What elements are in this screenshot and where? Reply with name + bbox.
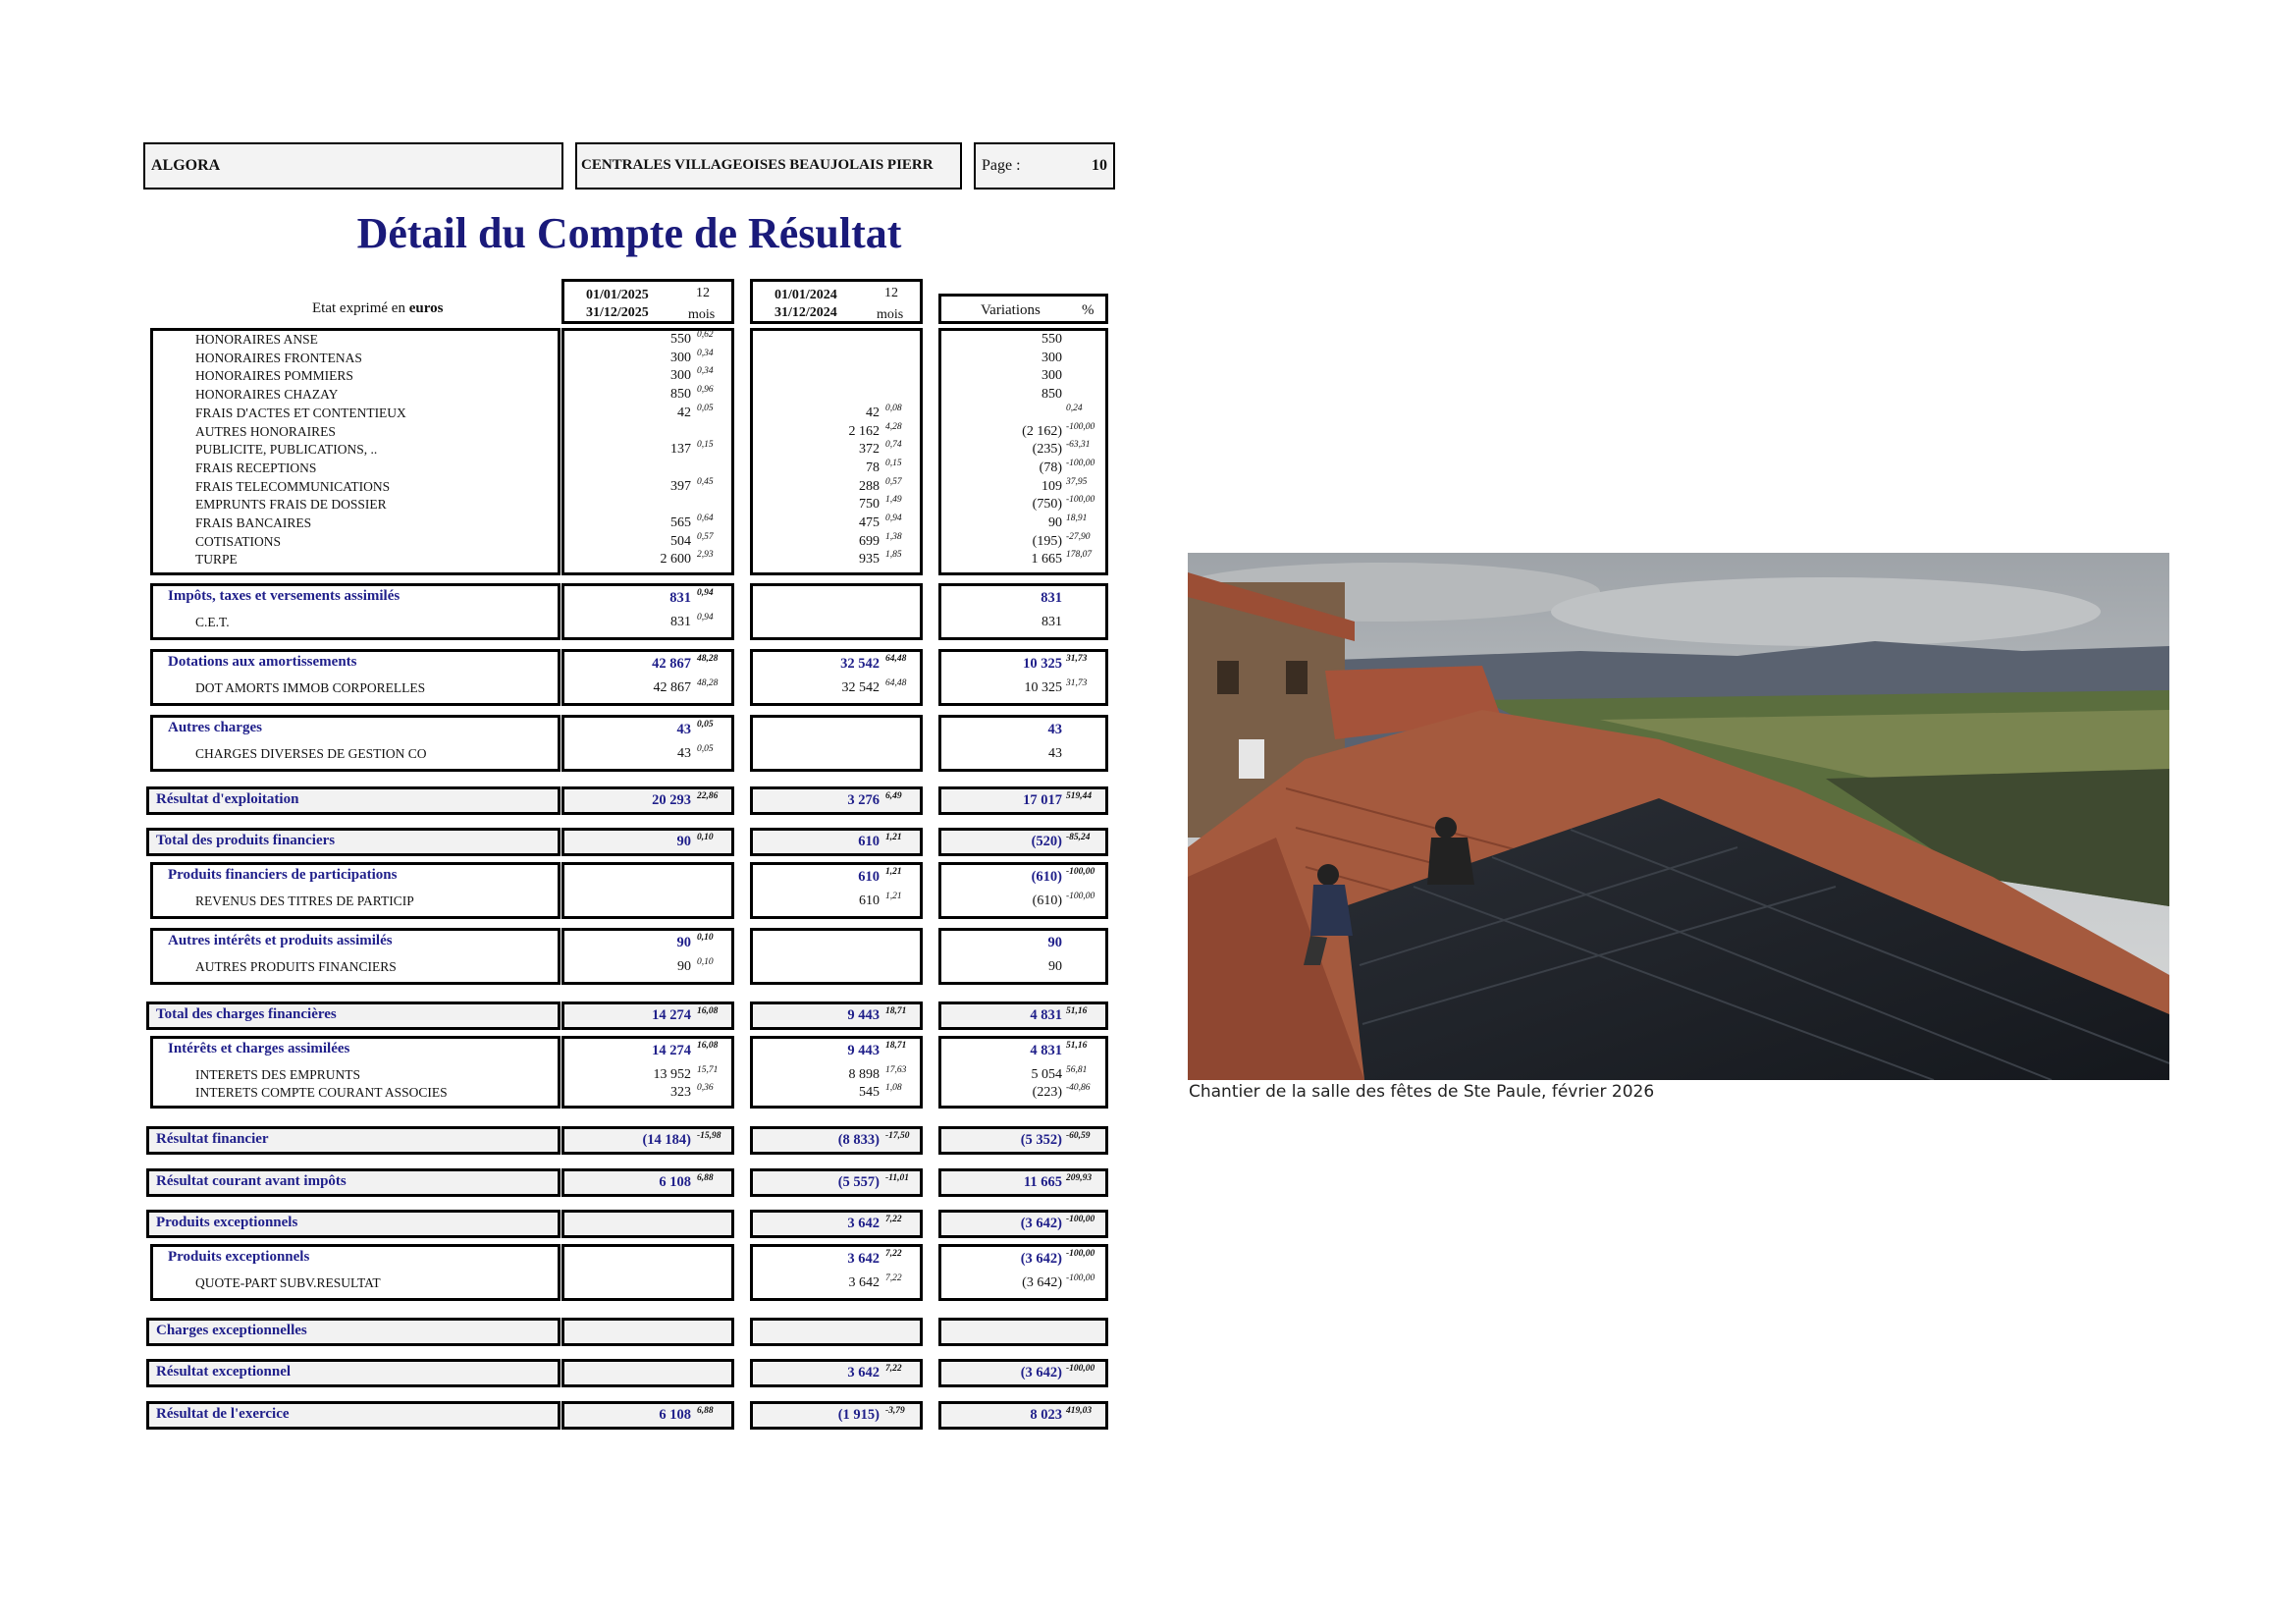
previous-value: 750 <box>859 497 880 513</box>
variation-pct: 419,03 <box>1066 1406 1093 1416</box>
previous-value: 3 642 <box>848 1275 880 1290</box>
previous-pct: 6,49 <box>885 791 902 801</box>
current-pct: 0,34 <box>697 366 714 377</box>
variation-pct: 209,93 <box>1066 1173 1093 1183</box>
previous-value: 475 <box>859 515 880 530</box>
company-name: ALGORA <box>151 157 221 174</box>
variation-value: 300 <box>1041 368 1062 384</box>
page-box <box>974 142 1115 189</box>
detail-row-label: TURPE <box>195 552 238 568</box>
previous-pct: 1,21 <box>885 892 902 901</box>
previous-value: 699 <box>859 533 880 549</box>
current-value: 42 867 <box>653 680 691 695</box>
variation-pct: 51,16 <box>1066 1041 1088 1051</box>
current-pct: 22,86 <box>697 791 719 801</box>
current-pct: 6,88 <box>697 1173 714 1183</box>
current-from: 01/01/2025 <box>586 288 649 302</box>
group-row-label: INTERETS COMPTE COURANT ASSOCIES <box>195 1085 448 1100</box>
previous-period-header <box>750 279 923 324</box>
summary-variation-frame <box>938 1318 1108 1346</box>
group-row-label: CHARGES DIVERSES DE GESTION CO <box>195 746 427 761</box>
dossier-name: CENTRALES VILLAGEOISES BEAUJOLAIS PIERR <box>581 157 934 173</box>
variation-value: (3 642) <box>1022 1275 1062 1290</box>
summary-label: Produits exceptionnels <box>156 1215 298 1230</box>
current-pct: 0,10 <box>697 933 714 943</box>
variation-value: (195) <box>1032 533 1062 549</box>
group-title: Dotations aux amortissements <box>168 654 357 670</box>
previous-pct: 17,63 <box>885 1065 907 1075</box>
variation-value: (5 352) <box>1020 1132 1062 1148</box>
detail-row-label: HONORAIRES ANSE <box>195 332 318 347</box>
page-label: Page : <box>982 157 1021 174</box>
current-value: 397 <box>670 478 691 494</box>
variation-pct: 31,73 <box>1066 678 1088 688</box>
variation-value: 4 831 <box>1030 1043 1062 1058</box>
detail-row-label: FRAIS TELECOMMUNICATIONS <box>195 478 391 494</box>
current-value: 300 <box>670 368 691 384</box>
current-pct: 0,96 <box>697 385 714 396</box>
variation-value: (3 642) <box>1020 1251 1062 1267</box>
group-variation-frame <box>938 583 1108 640</box>
current-pct: 16,08 <box>697 1041 719 1051</box>
previous-from: 01/01/2024 <box>774 288 837 302</box>
current-value: 6 108 <box>659 1407 691 1423</box>
variation-pct: -100,00 <box>1066 867 1095 877</box>
variation-value: 109 <box>1041 478 1062 494</box>
variation-pct: -100,00 <box>1066 1364 1095 1374</box>
previous-pct: 64,48 <box>885 654 907 664</box>
current-value: 20 293 <box>652 792 691 808</box>
current-value: 550 <box>670 332 691 347</box>
group-row-label: AUTRES PRODUITS FINANCIERS <box>195 959 397 974</box>
variation-value: 1 665 <box>1031 552 1062 568</box>
solar-roof-photo <box>1188 553 2169 1080</box>
current-value: 6 108 <box>659 1174 691 1190</box>
variation-pct: -100,00 <box>1066 1215 1095 1224</box>
current-pct: 15,71 <box>697 1065 719 1075</box>
current-value: 2 600 <box>660 552 691 568</box>
summary-current-frame <box>561 1359 734 1387</box>
previous-pct: 1,08 <box>885 1083 902 1093</box>
previous-pct: 0,15 <box>885 458 902 468</box>
variation-pct: 51,16 <box>1066 1006 1088 1016</box>
previous-pct: 64,48 <box>885 678 907 688</box>
current-pct: 0,10 <box>697 957 714 967</box>
variation-value: 43 <box>1048 746 1062 761</box>
current-pct: 0,64 <box>697 514 714 523</box>
previous-value: 32 542 <box>841 680 880 695</box>
group-row-label: QUOTE-PART SUBV.RESULTAT <box>195 1275 381 1290</box>
current-value: 137 <box>670 442 691 458</box>
summary-label: Total des produits financiers <box>156 833 336 848</box>
variation-value: 17 017 <box>1023 792 1062 808</box>
previous-value: 3 642 <box>847 1251 880 1267</box>
variation-value: 831 <box>1041 590 1062 606</box>
group-row-label: INTERETS DES EMPRUNTS <box>195 1067 361 1082</box>
current-pct: 0,34 <box>697 348 714 358</box>
variation-pct: -100,00 <box>1066 1273 1095 1283</box>
previous-value: 3 642 <box>847 1365 880 1380</box>
current-pct: 0,15 <box>697 440 714 451</box>
group-title: Autres charges <box>168 720 262 735</box>
previous-value: 545 <box>859 1085 880 1100</box>
variation-pct: -63,31 <box>1066 440 1091 451</box>
variation-pct: 0,24 <box>1066 403 1083 413</box>
previous-pct: 0,74 <box>885 440 902 451</box>
variation-pct: -27,90 <box>1066 531 1091 542</box>
variation-value: 5 054 <box>1031 1067 1062 1082</box>
variation-value: (3 642) <box>1020 1365 1062 1380</box>
variation-value: 43 <box>1047 722 1062 737</box>
current-value: 90 <box>676 935 691 950</box>
current-to: 31/12/2025 <box>586 305 649 320</box>
current-value: 13 952 <box>653 1067 691 1082</box>
previous-pct: 1,85 <box>885 550 902 561</box>
previous-pct: -17,50 <box>885 1131 910 1141</box>
variation-pct: 519,44 <box>1066 791 1093 801</box>
current-pct: 0,45 <box>697 476 714 487</box>
previous-value: (5 557) <box>837 1174 880 1190</box>
previous-value: (8 833) <box>837 1132 880 1148</box>
current-months: 12 <box>696 286 710 300</box>
current-pct: 0,57 <box>697 531 714 542</box>
summary-label: Total des charges financières <box>156 1006 337 1022</box>
previous-pct: 7,22 <box>885 1215 902 1224</box>
group-title: Intérêts et charges assimilées <box>168 1041 350 1056</box>
page-number: 10 <box>1092 157 1107 174</box>
summary-current-frame <box>561 1318 734 1346</box>
detail-row-label: HONORAIRES CHAZAY <box>195 387 339 403</box>
expressed-in <box>312 300 443 317</box>
group-title: Impôts, taxes et versements assimilés <box>168 588 400 604</box>
previous-months-label: mois <box>877 307 904 322</box>
previous-pct: 1,49 <box>885 495 902 506</box>
variation-pct: -100,00 <box>1066 458 1095 468</box>
detail-row-label: HONORAIRES FRONTENAS <box>195 350 362 365</box>
previous-value: 2 162 <box>848 423 880 439</box>
detail-row-label: COTISATIONS <box>195 533 282 549</box>
variation-value: 90 <box>1047 935 1062 950</box>
variations-pct-label: % <box>1082 302 1095 318</box>
variation-pct: 37,95 <box>1066 476 1088 487</box>
current-value: 42 867 <box>652 656 691 672</box>
variation-pct: -100,00 <box>1066 495 1095 506</box>
variation-pct: 178,07 <box>1066 550 1093 561</box>
detail-row-label: PUBLICITE, PUBLICATIONS, .. <box>195 442 378 458</box>
group-row-label: DOT AMORTS IMMOB CORPORELLES <box>195 680 426 695</box>
previous-value: 8 898 <box>848 1067 880 1082</box>
group-row-label: REVENUS DES TITRES DE PARTICIP <box>195 893 414 908</box>
previous-pct: 0,94 <box>885 514 902 523</box>
variation-value: 90 <box>1048 959 1062 974</box>
current-pct: -15,98 <box>697 1131 721 1141</box>
detail-row-label: AUTRES HONORAIRES <box>195 423 336 439</box>
previous-value: 9 443 <box>847 1043 880 1058</box>
summary-label: Résultat exceptionnel <box>156 1364 292 1380</box>
variation-value: 850 <box>1041 387 1062 403</box>
current-pct: 2,93 <box>697 550 714 561</box>
current-period-header <box>561 279 734 324</box>
previous-pct: 18,71 <box>885 1006 907 1016</box>
current-value: 90 <box>676 834 691 849</box>
previous-value: 610 <box>859 893 880 908</box>
current-pct: 0,05 <box>697 744 714 754</box>
summary-label: Résultat courant avant impôts <box>156 1173 347 1189</box>
current-value: 14 274 <box>652 1043 691 1058</box>
page-title: Détail du Compte de Résultat <box>356 209 902 257</box>
expressed-prefix: Etat exprimé en <box>312 300 405 316</box>
previous-value: 372 <box>859 442 880 458</box>
current-value: 831 <box>670 615 691 629</box>
variation-value: 831 <box>1041 615 1062 629</box>
previous-pct: 7,22 <box>885 1364 902 1374</box>
previous-value: 32 542 <box>840 656 880 672</box>
current-value: 42 <box>677 405 691 420</box>
current-value: 90 <box>677 959 691 974</box>
group-previous-frame <box>750 583 923 640</box>
expressed-unit: euros <box>408 300 444 316</box>
previous-pct: 4,28 <box>885 421 902 432</box>
current-pct: 6,88 <box>697 1406 714 1416</box>
variation-value: (78) <box>1039 460 1062 475</box>
previous-value: 610 <box>858 834 880 849</box>
site-photo <box>1188 553 2169 1080</box>
current-value: 43 <box>677 746 691 761</box>
previous-pct: 1,21 <box>885 867 902 877</box>
previous-pct: 7,22 <box>885 1273 902 1283</box>
current-months-label: mois <box>688 307 716 322</box>
current-pct: 0,10 <box>697 833 714 842</box>
current-pct: 48,28 <box>697 654 719 664</box>
previous-pct: -11,01 <box>885 1173 910 1183</box>
variation-value: (610) <box>1032 893 1062 908</box>
current-pct: 48,28 <box>697 678 719 688</box>
current-value: 14 274 <box>652 1007 691 1023</box>
variation-value: (223) <box>1032 1085 1062 1100</box>
group-variation-frame <box>938 928 1108 985</box>
dossier-box <box>575 142 962 189</box>
summary-label: Résultat financier <box>156 1131 269 1147</box>
detail-row-label: FRAIS RECEPTIONS <box>195 460 317 475</box>
summary-previous-frame <box>750 1318 923 1346</box>
summary-label: Résultat de l'exercice <box>156 1406 290 1422</box>
variation-pct: 31,73 <box>1066 654 1088 664</box>
detail-row-label: HONORAIRES POMMIERS <box>195 368 353 384</box>
variation-value: 10 325 <box>1023 656 1062 672</box>
variation-pct: -100,00 <box>1066 892 1095 901</box>
summary-label: Résultat d'exploitation <box>156 791 299 807</box>
current-pct: 0,05 <box>697 403 714 413</box>
current-value: 300 <box>670 350 691 365</box>
previous-value: 288 <box>859 478 880 494</box>
photo-caption: Chantier de la salle des fêtes de Ste Paule, février 2026 <box>1189 1082 1655 1102</box>
current-pct: 0,36 <box>697 1083 714 1093</box>
current-pct: 0,94 <box>697 588 714 598</box>
variation-value: (2 162) <box>1022 423 1062 439</box>
company-box <box>143 142 563 189</box>
current-value: 43 <box>676 722 691 737</box>
current-pct: 0,94 <box>697 613 714 623</box>
previous-pct: 1,38 <box>885 531 902 542</box>
summary-current-frame <box>561 1210 734 1238</box>
current-value: 850 <box>670 387 691 403</box>
group-previous-frame <box>750 715 923 772</box>
previous-value: 9 443 <box>847 1007 880 1023</box>
variation-pct: -60,59 <box>1066 1131 1091 1141</box>
variation-value: 550 <box>1041 332 1062 347</box>
variation-value: (610) <box>1031 869 1062 885</box>
variation-pct: -100,00 <box>1066 421 1095 432</box>
summary-label: Charges exceptionnelles <box>156 1323 307 1338</box>
variation-value: (750) <box>1032 497 1062 513</box>
variations-header <box>938 294 1108 324</box>
group-title: Produits financiers de participations <box>168 867 398 883</box>
current-value: (14 184) <box>642 1132 691 1148</box>
current-pct: 16,08 <box>697 1006 719 1016</box>
variation-pct: 18,91 <box>1066 514 1088 523</box>
variation-value: 11 665 <box>1023 1174 1062 1190</box>
group-current-frame <box>561 1244 734 1301</box>
previous-pct: 0,57 <box>885 476 902 487</box>
previous-months: 12 <box>884 286 898 300</box>
group-title: Produits exceptionnels <box>168 1249 310 1265</box>
group-row-label: C.E.T. <box>195 615 230 629</box>
group-current-frame <box>561 862 734 919</box>
variation-value: 4 831 <box>1030 1007 1062 1023</box>
previous-value: (1 915) <box>837 1407 880 1423</box>
group-title: Autres intérêts et produits assimilés <box>168 933 393 948</box>
variation-pct: -85,24 <box>1066 833 1091 842</box>
previous-pct: -3,79 <box>885 1406 905 1416</box>
variation-value: 90 <box>1048 515 1062 530</box>
current-value: 504 <box>670 533 691 549</box>
variation-pct: -40,86 <box>1066 1083 1091 1093</box>
previous-pct: 18,71 <box>885 1041 907 1051</box>
variation-pct: -100,00 <box>1066 1249 1095 1259</box>
current-pct: 0,62 <box>697 330 714 340</box>
detail-row-label: FRAIS D'ACTES ET CONTENTIEUX <box>195 405 406 420</box>
previous-to: 31/12/2024 <box>774 305 837 320</box>
variation-value: (520) <box>1031 834 1062 849</box>
detail-row-label: EMPRUNTS FRAIS DE DOSSIER <box>195 497 387 513</box>
previous-pct: 0,08 <box>885 403 902 413</box>
current-value: 323 <box>670 1085 691 1100</box>
previous-value: 935 <box>859 552 880 568</box>
current-value: 565 <box>670 515 691 530</box>
previous-pct: 7,22 <box>885 1249 902 1259</box>
previous-value: 3 276 <box>847 792 880 808</box>
variation-value: (3 642) <box>1020 1216 1062 1231</box>
current-pct: 0,05 <box>697 720 714 730</box>
variations-label: Variations <box>981 302 1041 318</box>
variation-value: (235) <box>1032 442 1062 458</box>
group-variation-frame <box>938 715 1108 772</box>
group-previous-frame <box>750 928 923 985</box>
variation-value: 8 023 <box>1030 1407 1062 1423</box>
previous-value: 42 <box>866 405 880 420</box>
previous-value: 610 <box>858 869 880 885</box>
detail-row-label: FRAIS BANCAIRES <box>195 515 312 530</box>
previous-value: 3 642 <box>847 1216 880 1231</box>
variation-value: 300 <box>1041 350 1062 365</box>
previous-pct: 1,21 <box>885 833 902 842</box>
current-value: 831 <box>669 590 691 606</box>
variation-pct: 56,81 <box>1066 1065 1088 1075</box>
previous-value: 78 <box>866 460 880 475</box>
variation-value: 10 325 <box>1024 680 1062 695</box>
